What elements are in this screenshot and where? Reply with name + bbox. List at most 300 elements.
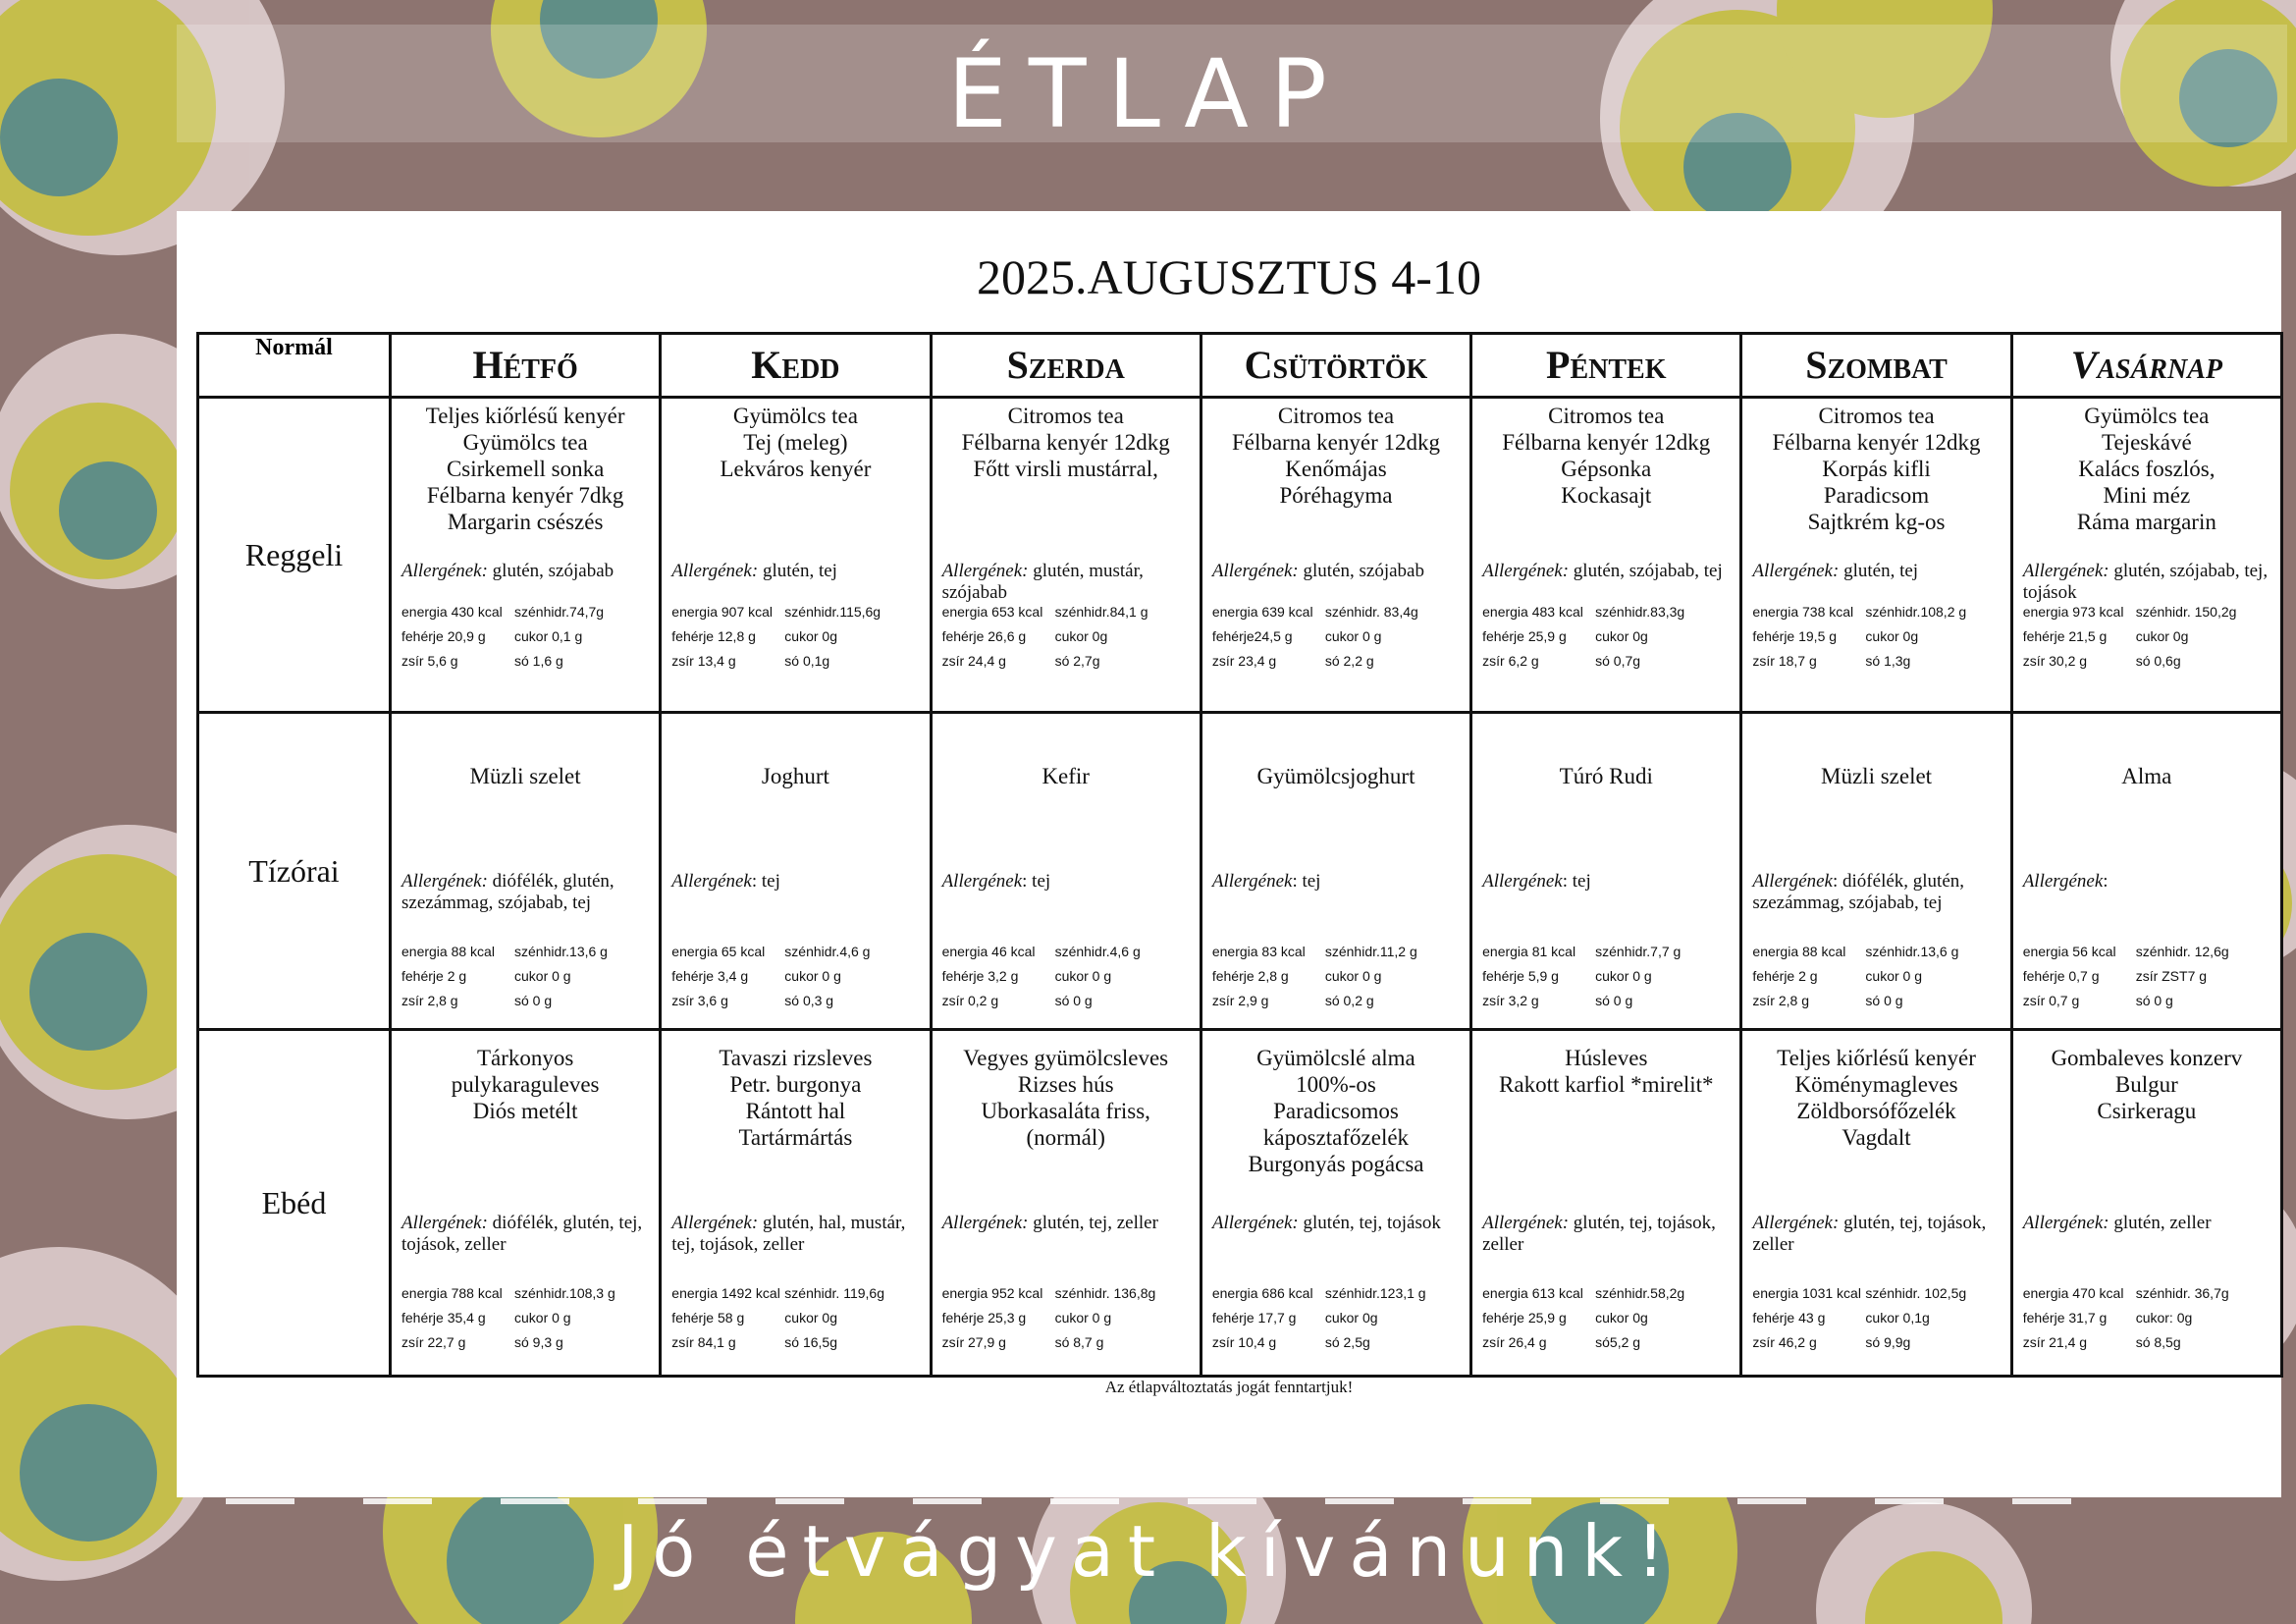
nutrition-value: só 16,5g (784, 1334, 837, 1350)
nutrition-value: fehérje 58 g (671, 1310, 745, 1326)
nutrition-row (1752, 1281, 2003, 1306)
food-item: Tejeskávé (2102, 430, 2192, 455)
food-item: Főtt virsli mustárral, (973, 457, 1158, 481)
food-item: Gyümölcslé alma (1256, 1046, 1415, 1070)
nutrition-value: zsír 3,6 g (671, 993, 728, 1008)
food-item: Póréhagyma (1279, 483, 1393, 508)
nutrition-value: szénhidr. 12,6g (2135, 944, 2229, 959)
nutrition-row (2023, 1330, 2274, 1355)
menu-cell (931, 1030, 1201, 1377)
nutrition-value: só 0,2 g (1324, 993, 1374, 1008)
menu-cell-content (1472, 399, 1739, 711)
nutrition-value: cukor 0g (784, 1310, 837, 1326)
nutrition-row (1482, 964, 1734, 989)
menu-cell (391, 713, 661, 1030)
nutrition-row (671, 624, 923, 649)
menu-cell (391, 1030, 661, 1377)
allergen-info (1742, 561, 2009, 582)
allergen-info (392, 561, 659, 582)
allergen-list: glutén, tej (758, 561, 837, 581)
allergen-label: Allergének (1482, 871, 1563, 892)
food-item: Müzli szelet (469, 764, 581, 788)
nutrition-row (401, 649, 653, 674)
nutrition-value: zsír 24,4 g (941, 653, 1006, 669)
nutrition-value: zsír 21,4 g (2022, 1334, 2088, 1350)
food-list (1202, 714, 1469, 789)
food-item: Burgonyás pogácsa (1248, 1152, 1424, 1176)
nutrition-value: szénhidr.13,6 g (514, 944, 608, 959)
nutrition-row (942, 600, 1194, 624)
nutrition-value: fehérje24,5 g (1211, 628, 1293, 644)
food-item: Tartármártás (738, 1125, 853, 1150)
nutrition-value: zsír 46,2 g (1752, 1334, 1817, 1350)
food-item: Teljes kiőrlésű kenyér (425, 404, 625, 428)
nutrition-value: szénhidr.58,2g (1595, 1285, 1685, 1301)
nutrition-value: fehérje 35,4 g (401, 1310, 486, 1326)
nutrition-value: energia 470 kcal (2022, 1285, 2124, 1301)
menu-cell (391, 398, 661, 713)
nutrition-row (2023, 989, 2274, 1013)
nutrition-row (1482, 600, 1734, 624)
food-list (1472, 399, 1739, 509)
nutrition-info (1752, 600, 2003, 674)
nutrition-row (2023, 624, 2274, 649)
food-item: Félbarna kenyér 12dkg (1502, 430, 1711, 455)
nutrition-value: szénhidr.4,6 g (1054, 944, 1141, 959)
food-item: Müzli szelet (1821, 764, 1933, 788)
allergen-info (933, 1213, 1200, 1234)
nutrition-row (401, 600, 653, 624)
nutrition-row (1482, 940, 1734, 964)
allergen-label: Allergének: (671, 1213, 759, 1233)
allergen-label: Allergének: (2022, 561, 2109, 581)
nutrition-row (1752, 964, 2003, 989)
nutrition-row (1212, 1330, 1464, 1355)
nutrition-row (1212, 600, 1464, 624)
nutrition-value: szénhidr.7,7 g (1595, 944, 1682, 959)
day-header-monday: Hétfő (391, 334, 661, 398)
food-item: Sajtkrém kg-os (1807, 510, 1946, 534)
nutrition-value: zsír 2,9 g (1211, 993, 1269, 1008)
nutrition-row (2023, 1281, 2274, 1306)
menu-cell (661, 398, 931, 713)
allergen-label: Allergének: (401, 871, 488, 892)
allergen-list: glutén, zeller (2109, 1213, 2212, 1233)
food-list (2013, 714, 2280, 789)
menu-cell-content (662, 399, 929, 711)
food-item: Korpás kifli (1822, 457, 1931, 481)
food-list (2013, 399, 2280, 535)
nutrition-value: fehérje 12,8 g (671, 628, 756, 644)
menu-cell-content (1472, 714, 1739, 1028)
nutrition-value: só 0,3 g (784, 993, 834, 1008)
allergen-info (662, 561, 929, 582)
nutrition-info (1212, 940, 1464, 1013)
nutrition-row (2023, 940, 2274, 964)
food-item: Kefir (1041, 764, 1090, 788)
nutrition-info (671, 940, 923, 1013)
nutrition-value: energia 653 kcal (941, 604, 1043, 620)
allergen-list: diófélék, glutén, szezámmag, szójabab, tej (401, 871, 614, 913)
allergen-label: Allergének: (2022, 1213, 2109, 1233)
nutrition-row (1752, 1306, 2003, 1330)
allergen-list: glutén, szójabab (487, 561, 614, 581)
day-header-saturday: Szombat (1741, 334, 2011, 398)
disclaimer: Az étlapváltoztatás jogát fenntartjuk! (1104, 1378, 1354, 1396)
nutrition-row (2023, 1306, 2274, 1330)
menu-cell-content (933, 1031, 1200, 1375)
nutrition-value: fehérje 20,9 g (401, 628, 486, 644)
menu-cell-content (933, 714, 1200, 1028)
nutrition-row (1212, 1306, 1464, 1330)
allergen-info (1472, 871, 1739, 893)
meal-label: Reggeli (198, 398, 391, 713)
food-list (933, 399, 1200, 482)
nutrition-value: energia 973 kcal (2022, 604, 2124, 620)
nutrition-value: cukor 0g (1865, 628, 1919, 644)
nutrition-row (1752, 600, 2003, 624)
food-item: Kalács foszlós, (2078, 457, 2216, 481)
meal-label: Ebéd (198, 1030, 391, 1377)
nutrition-value: cukor 0,1 g (514, 628, 583, 644)
food-item: Teljes kiőrlésű kenyér (1777, 1046, 1976, 1070)
nutrition-value: energia 686 kcal (1211, 1285, 1313, 1301)
nutrition-value: cukor 0 g (1865, 968, 1922, 984)
nutrition-value: szénhidr.108,2 g (1865, 604, 1967, 620)
food-item: Margarin csészés (447, 510, 604, 534)
menu-cell (1201, 713, 1470, 1030)
nutrition-value: só 1,3g (1865, 653, 1911, 669)
nutrition-info (1482, 1281, 1734, 1355)
nutrition-value: zsír 5,6 g (401, 653, 458, 669)
food-item: Gyümölcs tea (2084, 404, 2210, 428)
allergen-info (1202, 1213, 1469, 1234)
food-list (1472, 714, 1739, 789)
nutrition-row (1752, 1330, 2003, 1355)
nutrition-value: zsír 18,7 g (1752, 653, 1817, 669)
nutrition-row (671, 649, 923, 674)
nutrition-value: fehérje 26,6 g (941, 628, 1027, 644)
food-item: Ráma margarin (2076, 510, 2216, 534)
allergen-info (1742, 1213, 2009, 1256)
food-item: Zöldborsófőzelék (1796, 1099, 1956, 1123)
food-list (933, 1031, 1200, 1151)
allergen-label: Allergének: (401, 561, 488, 581)
nutrition-value: energia 952 kcal (941, 1285, 1043, 1301)
food-list (662, 1031, 929, 1151)
menu-cell (1741, 1030, 2011, 1377)
nutrition-value: cukor: 0g (2135, 1310, 2193, 1326)
food-list (1202, 1031, 1469, 1177)
nutrition-row (401, 624, 653, 649)
nutrition-value: zsír 10,4 g (1211, 1334, 1277, 1350)
nutrition-row (671, 1330, 923, 1355)
nutrition-row (1482, 989, 1734, 1013)
nutrition-row (401, 1281, 653, 1306)
nutrition-row (1752, 649, 2003, 674)
nutrition-value: só 2,7g (1054, 653, 1100, 669)
food-item: (normál) (1026, 1125, 1105, 1150)
menu-cell-content (933, 399, 1200, 711)
nutrition-value: cukor 0,1g (1865, 1310, 1930, 1326)
food-list (933, 714, 1200, 789)
nutrition-value: zsír 30,2 g (2022, 653, 2088, 669)
meal-row-reggeli (198, 398, 2282, 713)
food-item: Félbarna kenyér 7dkg (426, 483, 624, 508)
nutrition-value: zsír 3,2 g (1482, 993, 1539, 1008)
nutrition-value: fehérje 3,4 g (671, 968, 749, 984)
nutrition-value: energia 88 kcal (1752, 944, 1846, 959)
nutrition-row (942, 649, 1194, 674)
menu-cell (931, 713, 1201, 1030)
menu-cell-content (1742, 714, 2009, 1028)
allergen-label: Allergének: (1752, 561, 1840, 581)
allergen-label: Allergének (941, 871, 1023, 892)
allergen-list: : tej (1562, 871, 1591, 892)
allergen-list: glutén, tej, tojások (1298, 1213, 1441, 1233)
nutrition-value: só 2,5g (1324, 1334, 1370, 1350)
nutrition-value: energia 483 kcal (1482, 604, 1583, 620)
nutrition-value: zsír 0,7 g (2022, 993, 2080, 1008)
allergen-info (392, 871, 659, 914)
nutrition-row (2023, 964, 2274, 989)
nutrition-info (942, 1281, 1194, 1355)
food-item: Paradicsom (1823, 483, 1930, 508)
nutrition-value: zsír 22,7 g (401, 1334, 466, 1350)
menu-cell (1741, 713, 2011, 1030)
allergen-info (1202, 561, 1469, 582)
nutrition-row (401, 940, 653, 964)
nutrition-value: szénhidr.11,2 g (1324, 944, 1417, 959)
nutrition-row (401, 1330, 653, 1355)
nutrition-value: só 0 g (2135, 993, 2173, 1008)
allergen-info (1472, 561, 1739, 582)
nutrition-row (1212, 964, 1464, 989)
nutrition-value: szénhidr. 150,2g (2135, 604, 2237, 620)
nutrition-row (1212, 1281, 1464, 1306)
nutrition-value: cukor 0g (1324, 1310, 1378, 1326)
day-header-thursday: Csütörtök (1201, 334, 1470, 398)
nutrition-info (2023, 600, 2274, 674)
nutrition-value: szénhidr.4,6 g (784, 944, 871, 959)
nutrition-row (671, 600, 923, 624)
menu-cell-content (2013, 399, 2280, 711)
nutrition-value: fehérje 3,2 g (941, 968, 1019, 984)
nutrition-row (1752, 940, 2003, 964)
menu-cell-content (1202, 399, 1469, 711)
food-item: Gyümölcs tea (462, 430, 588, 455)
nutrition-info (401, 1281, 653, 1355)
allergen-label: Allergének: (1752, 1213, 1840, 1233)
nutrition-row (942, 624, 1194, 649)
nutrition-row (1212, 940, 1464, 964)
food-list (1472, 1031, 1739, 1098)
food-item: Tárkonyos (476, 1046, 574, 1070)
food-item: Mini méz (2103, 483, 2191, 508)
nutrition-value: szénhidr. 119,6g (784, 1285, 884, 1301)
menu-cell (661, 1030, 931, 1377)
nutrition-value: zsír 6,2 g (1482, 653, 1539, 669)
food-item: Citromos tea (1277, 404, 1395, 428)
food-item: Vegyes gyümölcsleves (963, 1046, 1169, 1070)
allergen-label: Allergének (1211, 871, 1293, 892)
nutrition-value: energia 1031 kcal (1752, 1285, 1861, 1301)
allergen-list: : diófélék, glutén, szezámmag, szójabab, tej (1752, 871, 1965, 913)
allergen-info (2013, 561, 2280, 604)
food-item: pulykaraguleves (451, 1072, 600, 1097)
day-header-sunday: Vasárnap (2011, 334, 2281, 398)
allergen-label: Allergének: (941, 561, 1029, 581)
nutrition-value: szénhidr.13,6 g (1865, 944, 1959, 959)
food-list (662, 399, 929, 482)
food-item: Rakott karfiol *mirelit* (1499, 1072, 1714, 1097)
nutrition-value: só 1,6 g (514, 653, 563, 669)
nutrition-value: energia 430 kcal (401, 604, 503, 620)
allergen-list: glutén, tej (1839, 561, 1919, 581)
nutrition-value: fehérje 21,5 g (2022, 628, 2108, 644)
nutrition-value: só 8,7 g (1054, 1334, 1104, 1350)
allergen-list: : tej (751, 871, 780, 892)
date-heading: 2025.AUGUSZTUS 4-10 (977, 249, 1481, 304)
nutrition-value: cukor 0g (1595, 628, 1648, 644)
nutrition-row (942, 1330, 1194, 1355)
nutrition-info (401, 940, 653, 1013)
nutrition-row (942, 989, 1194, 1013)
food-item: Kenőmájas (1285, 457, 1387, 481)
food-item: Gyümölcsjoghurt (1256, 764, 1415, 788)
allergen-label: Allergének: (1482, 561, 1570, 581)
food-item: Rizses hús (1017, 1072, 1114, 1097)
nutrition-row (1212, 624, 1464, 649)
allergen-label: Allergének: (1482, 1213, 1570, 1233)
nutrition-row (942, 1281, 1194, 1306)
menu-cell-content (1472, 1031, 1739, 1375)
nutrition-value: zsír 0,2 g (941, 993, 999, 1008)
allergen-list: glutén, tej, tojások, zeller (1752, 1213, 1987, 1255)
nutrition-info (1482, 600, 1734, 674)
allergen-list: glutén, szójabab (1298, 561, 1424, 581)
nutrition-row (401, 964, 653, 989)
nutrition-row (1482, 649, 1734, 674)
nutrition-value: cukor 0 g (514, 968, 571, 984)
footer-greeting: Jó étvágyat kívánunk! (617, 1510, 1679, 1593)
nutrition-value: cukor 0 g (1324, 628, 1382, 644)
nutrition-value: fehérje 17,7 g (1211, 1310, 1297, 1326)
nutrition-row (671, 940, 923, 964)
menu-cell-content (1202, 1031, 1469, 1375)
nutrition-value: só 0 g (1595, 993, 1633, 1008)
allergen-list: glutén, hal, mustár, tej, tojások, zeller (671, 1213, 906, 1255)
food-item: Csirkeragu (2097, 1099, 2197, 1123)
nutrition-value: fehérje 19,5 g (1752, 628, 1838, 644)
food-list (1742, 399, 2009, 535)
nutrition-row (1752, 989, 2003, 1013)
food-list (1742, 1031, 2009, 1151)
nutrition-row (671, 964, 923, 989)
menu-cell-content (1202, 714, 1469, 1028)
food-item: Petr. burgonya (729, 1072, 862, 1097)
nutrition-value: zsír 84,1 g (671, 1334, 736, 1350)
nutrition-value: szénhidr.108,3 g (514, 1285, 615, 1301)
nutrition-row (1482, 624, 1734, 649)
meal-label: Tízórai (198, 713, 391, 1030)
nutrition-info (942, 940, 1194, 1013)
nutrition-value: energia 46 kcal (941, 944, 1036, 959)
menu-cell (1201, 1030, 1470, 1377)
nutrition-value: energia 738 kcal (1752, 604, 1854, 620)
nutrition-info (2023, 1281, 2274, 1355)
allergen-label: Allergének: (1211, 561, 1299, 581)
nutrition-value: fehérje 31,7 g (2022, 1310, 2108, 1326)
nutrition-row (671, 1306, 923, 1330)
nutrition-value: zsír ZST7 g (2135, 968, 2208, 984)
nutrition-value: szénhidr. 83,4g (1324, 604, 1418, 620)
nutrition-row (401, 989, 653, 1013)
nutrition-row (1212, 989, 1464, 1013)
menu-cell-content (1742, 399, 2009, 711)
nutrition-value: cukor 0g (1595, 1310, 1648, 1326)
allergen-label: Allergének (671, 871, 752, 892)
allergen-info (933, 871, 1200, 893)
allergen-list: glutén, tej, zeller (1028, 1213, 1158, 1233)
allergen-list: glutén, tej, tojások, zeller (1482, 1213, 1716, 1255)
food-list (392, 714, 659, 789)
nutrition-value: energia 1492 kcal (671, 1285, 780, 1301)
nutrition-value: szénhidr. 36,7g (2135, 1285, 2229, 1301)
food-item: Vagdalt (1842, 1125, 1911, 1150)
nutrition-info (942, 600, 1194, 674)
nutrition-value: fehérje 5,9 g (1482, 968, 1559, 984)
food-item: Túró Rudi (1559, 764, 1653, 788)
menu-cell (1201, 398, 1470, 713)
allergen-info (392, 1213, 659, 1256)
nutrition-row (1482, 1306, 1734, 1330)
menu-cell (1741, 398, 2011, 713)
nutrition-value: só 0 g (1865, 993, 1903, 1008)
nutrition-value: fehérje 0,7 g (2022, 968, 2100, 984)
food-item: Gyümölcs tea (732, 404, 858, 428)
nutrition-info (1482, 940, 1734, 1013)
allergen-label: Allergének (2022, 871, 2104, 892)
food-list (1742, 714, 2009, 789)
nutrition-value: energia 56 kcal (2022, 944, 2116, 959)
nutrition-value: zsír 23,4 g (1211, 653, 1277, 669)
food-item: Félbarna kenyér 12dkg (1772, 430, 1981, 455)
nutrition-value: só 0 g (1054, 993, 1093, 1008)
food-item: Gépsonka (1561, 457, 1652, 481)
food-list (2013, 1031, 2280, 1124)
nutrition-value: fehérje 25,9 g (1482, 628, 1567, 644)
nutrition-info (1752, 1281, 2003, 1355)
nutrition-value: cukor 0 g (1595, 968, 1652, 984)
nutrition-row (2023, 600, 2274, 624)
nutrition-value: cukor 0 g (784, 968, 841, 984)
nutrition-info (2023, 940, 2274, 1013)
nutrition-value: só 2,2 g (1324, 653, 1374, 669)
nutrition-value: cukor 0g (1054, 628, 1108, 644)
nutrition-row (942, 1306, 1194, 1330)
nutrition-value: zsír 2,8 g (401, 993, 458, 1008)
normal-label: Normál (198, 334, 391, 398)
menu-cell-content (392, 714, 659, 1028)
nutrition-value: cukor 0 g (1054, 1310, 1112, 1326)
allergen-info (1472, 1213, 1739, 1256)
food-list (392, 1031, 659, 1124)
food-item: Félbarna kenyér 12dkg (961, 430, 1170, 455)
menu-cell (931, 398, 1201, 713)
food-item: Citromos tea (1818, 404, 1935, 428)
nutrition-value: szénhidr.83,3g (1595, 604, 1685, 620)
